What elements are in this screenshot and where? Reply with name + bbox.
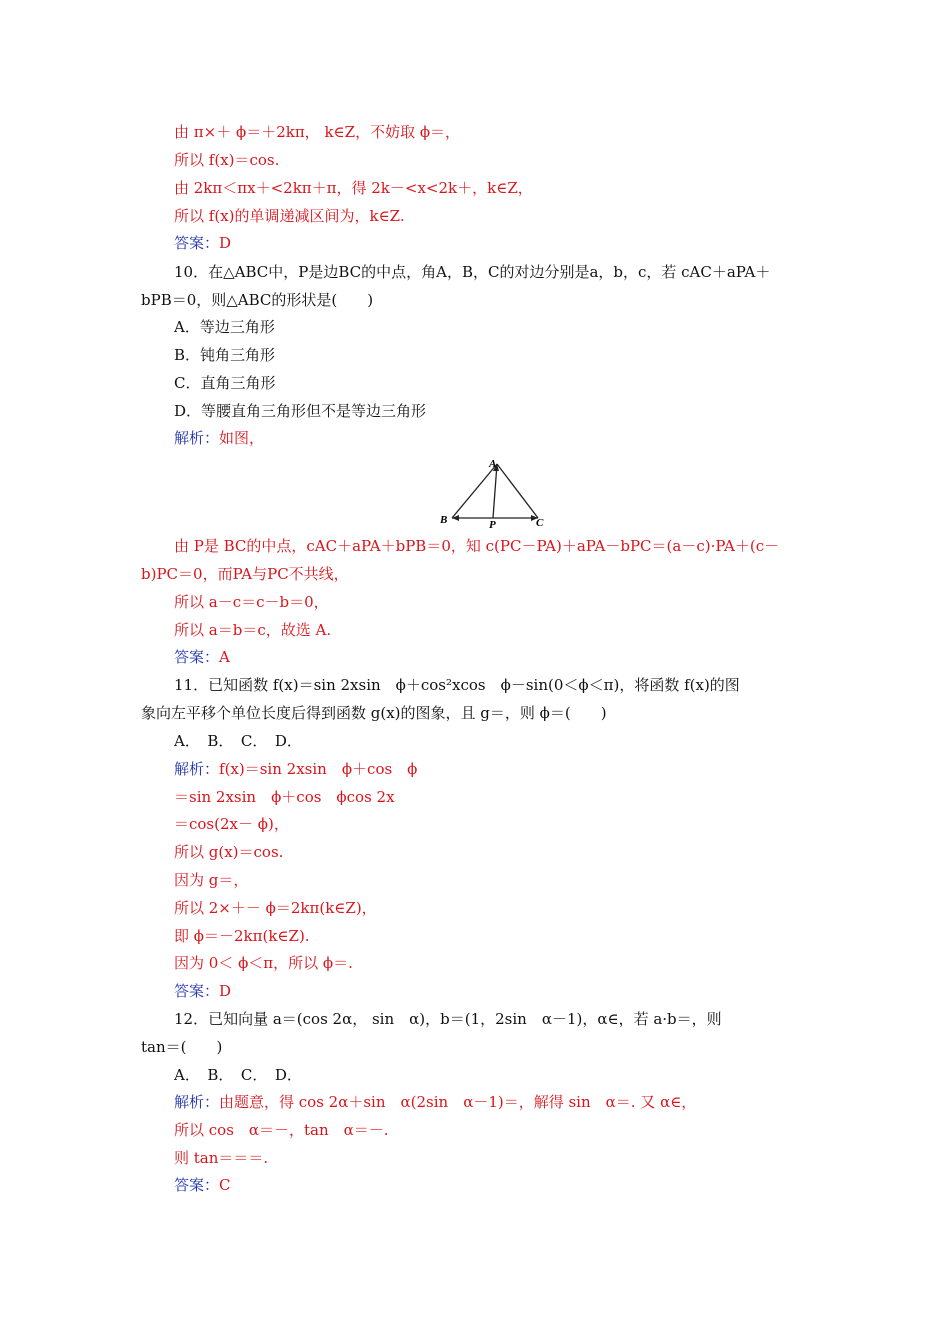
answer-label: 答案： [174, 648, 220, 666]
prev-solution-line: 由 2kπ＜πx＋<2kπ＋π，得 2k－<x<2k＋，k∈Z， [174, 179, 533, 197]
q11-solution-line: 因为 g＝， [174, 871, 249, 889]
prev-answer [174, 233, 231, 253]
q12-solution-line: 所以 cos α＝－，tan α＝－. [174, 1121, 389, 1139]
q11-solution-line: 即 ϕ＝－2kπ(k∈Z). [174, 927, 310, 945]
q12-analysis [174, 1092, 696, 1112]
q12-answer [174, 1175, 231, 1195]
analysis-label: 解析： [174, 429, 220, 447]
triangle-figure [434, 452, 554, 532]
q10-analysis [174, 428, 264, 448]
vertex-label-b: B [440, 514, 448, 526]
q10-stem: bPB＝0，则△ABC的形状是( ) [141, 291, 374, 309]
q12-solution-line: 则 tan＝＝＝. [174, 1149, 269, 1167]
vertex-label-a: A [489, 458, 497, 470]
prev-solution-line: 所以 f(x)的单调递减区间为，k∈Z. [174, 207, 405, 225]
answer-value: A [219, 648, 230, 666]
q11-answer [174, 981, 231, 1001]
q10-option: D．等腰直角三角形但不是等边三角形 [174, 402, 427, 420]
answer-label: 答案： [174, 234, 220, 252]
prev-solution-line: 由 π×＋ ϕ＝＋2kπ， k∈Z，不妨取 ϕ＝， [174, 123, 461, 141]
q11-options: A． B． C． D． [174, 732, 302, 750]
q10-solution-line: 所以 a－c＝c－b＝0， [174, 593, 329, 611]
answer-value: D [219, 982, 232, 1000]
q10-solution-line: b)PC＝0，而PA与PC不共线， [141, 565, 349, 583]
q11-solution-line: ＝cos(2x－ ϕ)， [174, 815, 289, 833]
analysis-text: f(x)＝sin 2xsin ϕ＋cos ϕ [219, 760, 418, 778]
q11-stem: 象向左平移个单位长度后得到函数 g(x)的图象，且 g＝，则 ϕ＝( ) [141, 704, 607, 722]
q12-stem: 12．已知向量 a＝(cos 2α， sin α)，b＝(1，2sin α－1)，α∈，若 a·b＝，则 [174, 1010, 722, 1028]
q10-option: B．钝角三角形 [174, 346, 276, 364]
answer-label: 答案： [174, 1176, 220, 1194]
q11-solution-line: 因为 0＜ ϕ＜π，所以 ϕ＝. [174, 954, 353, 972]
q12-stem: tan＝( ) [141, 1038, 223, 1056]
analysis-text: 由题意，得 cos 2α＋sin α(2sin α－1)＝，解得 sin α＝. 又 α∈， [219, 1093, 697, 1111]
q10-option: A．等边三角形 [174, 318, 275, 336]
answer-value: C [219, 1176, 231, 1194]
q10-solution-line: 由 P是 BC的中点，cAC＋aPA＋bPB＝0，知 c(PC－PA)＋aPA－bPC＝(a－c)·PA＋(c－ [174, 537, 780, 555]
q11-solution-line: 所以 g(x)＝cos. [174, 843, 284, 861]
q10-solution-line: 所以 a＝b＝c，故选 A. [174, 621, 332, 639]
side-ac [497, 464, 538, 518]
q12-options: A． B． C． D． [174, 1066, 302, 1084]
side-ab [452, 464, 497, 518]
answer-label: 答案： [174, 982, 220, 1000]
q11-solution-line: ＝sin 2xsin ϕ＋cos ϕcos 2x [174, 788, 395, 806]
q10-stem: 10．在△ABC中，P是边BC的中点，角A，B，C的对边分别是a，b，c，若 cAC＋aPA＋ [174, 263, 771, 281]
q11-stem: 11．已知函数 f(x)＝sin 2xsin ϕ＋cos²xcos ϕ－sin(0＜ϕ＜π)，将函数 f(x)的图 [174, 676, 740, 694]
q10-option: C．直角三角形 [174, 374, 276, 392]
q10-answer [174, 647, 230, 667]
q11-analysis [174, 759, 417, 779]
answer-value: D [219, 234, 232, 252]
analysis-label: 解析： [174, 760, 220, 778]
q11-solution-line: 所以 2×＋－ ϕ＝2kπ(k∈Z)， [174, 899, 377, 917]
point-label-p: P [489, 519, 496, 531]
vertex-label-c: C [536, 517, 544, 529]
median-ap [493, 464, 497, 518]
analysis-label: 解析： [174, 1093, 220, 1111]
analysis-text: 如图， [219, 429, 265, 447]
prev-solution-line: 所以 f(x)＝cos. [174, 151, 280, 169]
